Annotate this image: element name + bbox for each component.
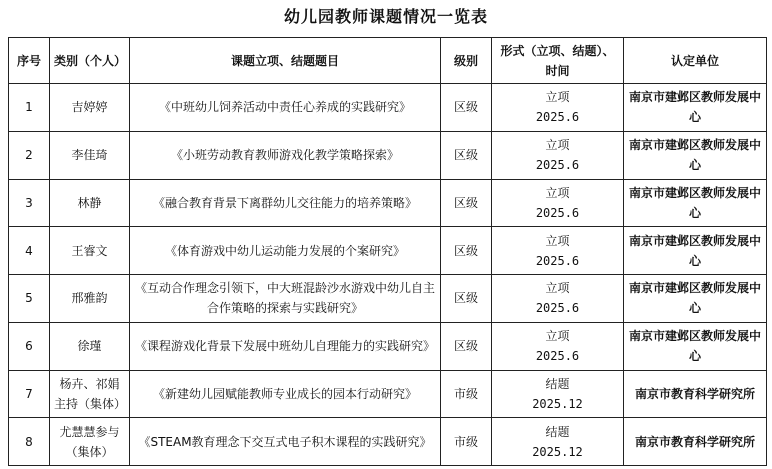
row-person: 王睿文 [50, 227, 130, 275]
row-topic: 《课程游戏化背景下发展中班幼儿自理能力的实践研究》 [130, 322, 441, 370]
row-level: 区级 [441, 84, 492, 132]
row-form-time [492, 322, 624, 370]
row-date: 2025.12 [532, 444, 583, 459]
row-topic: 《STEAM教育理念下交互式电子积木课程的实践研究》 [130, 418, 441, 466]
row-topic: 《体育游戏中幼儿运动能力发展的个案研究》 [130, 227, 441, 275]
header-category: 类别（个人） [50, 38, 130, 84]
row-unit: 南京市建邺区教师发展中心 [624, 84, 767, 132]
row-person: 林静 [50, 179, 130, 227]
row-person: 徐瑾 [50, 322, 130, 370]
row-unit: 南京市教育科学研究所 [624, 418, 767, 466]
row-index: 2 [9, 131, 50, 179]
row-form: 立项 [545, 281, 570, 296]
row-date: 2025.6 [535, 349, 580, 364]
row-person: 李佳琦 [50, 131, 130, 179]
row-form: 立项 [545, 185, 570, 200]
document-title: 幼儿园教师课题情况一览表 [283, 7, 488, 26]
row-person: 邢雅韵 [50, 275, 130, 323]
row-date: 2025.6 [535, 253, 580, 268]
header-form-line1: 形式（立项、结题）、 [500, 43, 615, 58]
table-row [9, 322, 767, 370]
row-level: 区级 [441, 179, 492, 227]
header-topic: 课题立项、结题题目 [130, 38, 441, 84]
table-row [9, 418, 767, 466]
row-date: 2025.6 [535, 110, 580, 125]
row-index: 3 [9, 179, 50, 227]
row-level: 区级 [441, 131, 492, 179]
table-row [9, 131, 767, 179]
row-index: 7 [9, 370, 50, 418]
row-person: 杨卉、祁娟主持（集体） [50, 370, 130, 418]
header-level: 级别 [441, 38, 492, 84]
row-unit: 南京市建邺区教师发展中心 [624, 322, 767, 370]
header-row [9, 38, 767, 84]
row-unit: 南京市建邺区教师发展中心 [624, 179, 767, 227]
row-index: 8 [9, 418, 50, 466]
row-topic: 《新建幼儿园赋能教师专业成长的园本行动研究》 [130, 370, 441, 418]
row-unit: 南京市建邺区教师发展中心 [624, 131, 767, 179]
table-row [9, 275, 767, 323]
header-index: 序号 [9, 38, 50, 84]
row-topic: 《融合教育背景下离群幼儿交往能力的培养策略》 [130, 179, 441, 227]
row-topic: 《中班幼儿饲养活动中责任心养成的实践研究》 [130, 84, 441, 132]
row-form: 结题 [545, 376, 570, 391]
row-date: 2025.12 [532, 396, 583, 411]
header-form-time [492, 38, 624, 84]
row-index: 1 [9, 84, 50, 132]
row-unit: 南京市教育科学研究所 [624, 370, 767, 418]
row-topic: 《小班劳动教育教师游戏化教学策略探索》 [130, 131, 441, 179]
row-topic: 《互动合作理念引领下，中大班混龄沙水游戏中幼儿自主合作策略的探索与实践研究》 [130, 275, 441, 323]
header-unit: 认定单位 [624, 38, 767, 84]
row-date: 2025.6 [535, 301, 580, 316]
row-form: 立项 [545, 90, 570, 105]
row-form-time [492, 131, 624, 179]
row-level: 区级 [441, 275, 492, 323]
row-level: 区级 [441, 322, 492, 370]
row-form: 立项 [545, 138, 570, 153]
row-form-time [492, 275, 624, 323]
table-row [9, 84, 767, 132]
row-index: 5 [9, 275, 50, 323]
row-level: 区级 [441, 227, 492, 275]
row-unit: 南京市建邺区教师发展中心 [624, 275, 767, 323]
row-form: 结题 [545, 424, 570, 439]
row-person: 尤慧慧参与（集体） [50, 418, 130, 466]
row-level: 市级 [441, 418, 492, 466]
row-form: 立项 [545, 329, 570, 344]
row-form-time [492, 227, 624, 275]
table-row [9, 179, 767, 227]
row-form-time [492, 370, 624, 418]
row-date: 2025.6 [535, 205, 580, 220]
topics-table [8, 37, 767, 466]
row-date: 2025.6 [535, 158, 580, 173]
row-unit: 南京市建邺区教师发展中心 [624, 227, 767, 275]
header-form-line2: 时间 [545, 63, 570, 78]
row-person: 吉婷婷 [50, 84, 130, 132]
row-form: 立项 [545, 233, 570, 248]
table-row [9, 227, 767, 275]
row-form-time [492, 84, 624, 132]
row-form-time [492, 179, 624, 227]
row-index: 4 [9, 227, 50, 275]
table-row [9, 370, 767, 418]
row-index: 6 [9, 322, 50, 370]
row-level: 市级 [441, 370, 492, 418]
row-form-time [492, 418, 624, 466]
